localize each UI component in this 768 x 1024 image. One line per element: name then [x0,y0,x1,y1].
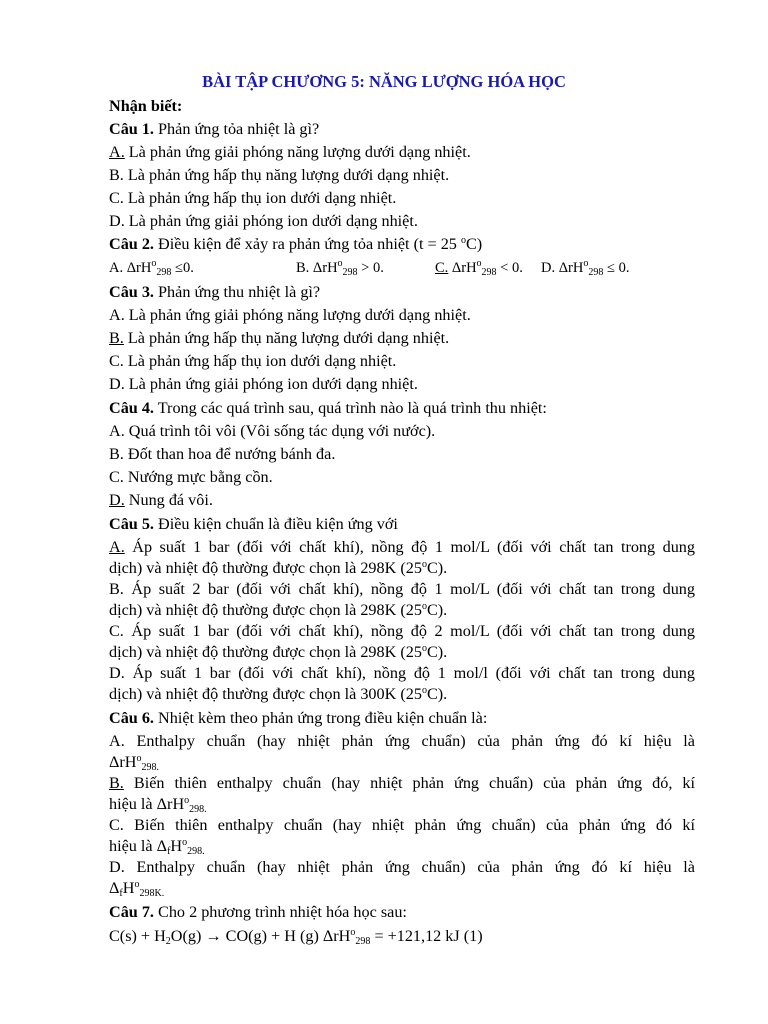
q6-option-c-line2: hiệu là $\Delta_fH^o_{298.}$ [109,837,205,857]
question-7: Câu 7. Cho 2 phương trình nhiệt hóa học sau: [109,903,407,921]
q2-option-a: A. ΔrH$^o_{298}$ ≤0. [109,258,194,278]
question-3: Câu 3. Phản ứng thu nhiệt là gì? [109,283,321,301]
q3-option-a: A. Là phản ứng giải phóng năng lượng dưới dạng nhiệt. [109,306,471,324]
q5-option-b-line2: dịch) và nhiệt độ thường được chọn là 298K (25$^o$C). [109,601,448,619]
q4-option-d: D. Nung đá vôi. [109,491,213,509]
q1-option-d: D. Là phản ứng giải phóng ion dưới dạng nhiệt. [109,212,418,230]
q6-option-a-line1: A. Enthalpy chuẩn (hay nhiệt phản ứng chuẩn) của phản ứng đó kí hiệu là [109,732,695,750]
q6-option-b-line2: hiệu là ΔrH$^o_{298.}$ [109,795,207,815]
q3-option-c: C. Là phản ứng hấp thụ ion dưới dạng nhiệt. [109,352,397,370]
q6-option-b-line1: B. Biến thiên enthalpy chuẩn (hay nhiệt phản ứng chuẩn) của phản ứng đó, kí [109,774,695,792]
q5-option-c-line2: dịch) và nhiệt độ thường được chọn là 298K (25$^o$C). [109,643,448,661]
q6-option-c-line1: C. Biến thiên enthalpy chuẩn (hay nhiệt phản ứng chuẩn) của phản ứng đó kí [109,816,695,834]
q5-option-b-line1: B. Áp suất 2 bar (đối với chất khí), nồng độ 1 mol/L (đối với chất tan trong dung [109,580,695,598]
question-5: Câu 5. Điều kiện chuẩn là điều kiện ứng với [109,515,398,533]
q1-option-c: C. Là phản ứng hấp thụ ion dưới dạng nhiệt. [109,189,397,207]
q2-option-c: C. ΔrH$^o_{298}$ < 0. [435,258,523,278]
section-heading: Nhận biết: [109,97,183,115]
q6-option-d-line2: $\Delta_fH^o_{298K.}$ [109,879,165,899]
question-1: Câu 1. Phản ứng tỏa nhiệt là gì? [109,120,320,138]
q4-option-a: A. Quá trình tôi vôi (Vôi sống tác dụng với nước). [109,422,436,440]
q6-option-d-line1: D. Enthalpy chuẩn (hay nhiệt phản ứng chuẩn) của phản ứng đó kí hiệu là [109,858,695,876]
q7-equation-1: $C(s) + H_2O(g) \to CO(g) + H$ (g) ΔrH$^o_{298}$ = +121,12 kJ (1) [109,927,483,947]
q6-option-a-line2: ΔrH$^o_{298.}$ [109,753,159,773]
q5-option-a-line2: dịch) và nhiệt độ thường được chọn là 298K (25$^o$C). [109,559,448,577]
q4-option-b: B. Đốt than hoa để nướng bánh đa. [109,445,336,463]
q5-option-a-line1: A. Áp suất 1 bar (đối với chất khí), nồng độ 1 mol/L (đối với chất tan trong dung [109,538,695,556]
question-4: Câu 4. Trong các quá trình sau, quá trình nào là quá trình thu nhiệt: [109,399,547,417]
q1-option-b: B. Là phản ứng hấp thụ năng lượng dưới dạng nhiệt. [109,166,450,184]
q5-option-d-line2: dịch) và nhiệt độ thường được chọn là 300K (25$^o$C). [109,685,448,703]
q5-option-c-line1: C. Áp suất 1 bar (đối với chất khí), nồng độ 2 mol/L (đối với chất tan trong dung [109,622,695,640]
q3-option-b: B. Là phản ứng hấp thụ năng lượng dưới dạng nhiệt. [109,329,450,347]
page-title: BÀI TẬP CHƯƠNG 5: NĂNG LƯỢNG HÓA HỌC [202,72,566,91]
q3-option-d: D. Là phản ứng giải phóng ion dưới dạng nhiệt. [109,375,418,393]
question-6: Câu 6. Nhiệt kèm theo phản ứng trong điều kiện chuẩn là: [109,709,488,727]
q5-option-d-line1: D. Áp suất 1 bar (đối với chất khí), nồng độ 1 mol/l (đối với chất tan trong dung [109,664,695,682]
q2-option-d: D. ΔrH$^o_{298}$ ≤ 0. [541,258,630,278]
q1-option-a: A. Là phản ứng giải phóng năng lượng dưới dạng nhiệt. [109,143,471,161]
q4-option-c: C. Nướng mực bằng cồn. [109,468,273,486]
question-2: Câu 2. Điều kiện để xảy ra phản ứng tỏa nhiệt (t = 25 $^o$C) [109,235,483,253]
q2-option-b: B. ΔrH$^o_{298}$ > 0. [296,258,384,278]
